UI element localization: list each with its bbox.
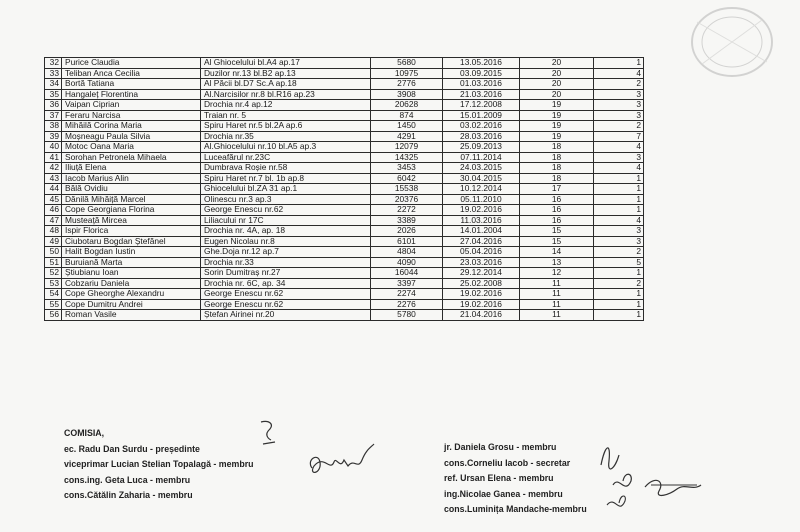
person-name-cell: Roman Vasile [62,310,201,321]
row-number-cell: 41 [45,152,62,163]
member-right-1: jr. Daniela Grosu - membru [444,442,557,452]
row-number-cell: 48 [45,226,62,237]
score-cell: 11 [520,289,594,300]
registration-date-cell: 23.03.2016 [443,257,520,268]
member-left-3: cons.ing. Geta Luca - membru [64,474,191,485]
household-count-cell: 1 [594,310,644,321]
file-number-cell: 10975 [371,68,443,79]
table-row [45,110,644,121]
file-number-cell: 1450 [371,121,443,132]
person-name-cell: Iacob Marius Alin [62,173,201,184]
person-name-cell: Buruiană Marta [62,257,201,268]
table-row [45,247,644,258]
registration-date-cell: 29.12.2014 [443,268,520,279]
address-cell: Ghe.Doja nr.12 ap.7 [201,247,371,258]
person-name-cell: Teliban Anca Cecilia [62,68,201,79]
file-number-cell: 3389 [371,215,443,226]
member-right-4: ing.Nicolae Ganea - membru [444,488,563,499]
row-number-cell: 34 [45,79,62,90]
person-name-cell: Iliuță Elena [62,163,201,174]
registration-date-cell: 15.01.2009 [443,110,520,121]
row-number-cell: 54 [45,289,62,300]
registration-date-cell: 03.02.2016 [443,121,520,132]
household-count-cell: 4 [594,215,644,226]
file-number-cell: 12079 [371,142,443,153]
score-cell: 20 [520,79,594,90]
registration-date-cell: 01.03.2016 [443,79,520,90]
table-row [45,205,644,216]
row-number-cell: 43 [45,173,62,184]
address-cell: Drochia nr. 6C, ap. 34 [201,278,371,289]
row-number-cell: 49 [45,236,62,247]
registration-date-cell: 03.09.2015 [443,68,520,79]
address-cell: Al.Narcisilor nr.8 bl.R16 ap.23 [201,89,371,100]
file-number-cell: 874 [371,110,443,121]
registration-date-cell: 05.04.2016 [443,247,520,258]
address-cell: Sorin Dumitraș nr.27 [201,268,371,279]
file-number-cell: 20628 [371,100,443,111]
address-cell: Traian nr. 5 [201,110,371,121]
person-name-cell: Bălă Ovidiu [62,184,201,195]
commission-title: COMISIA, [64,428,105,438]
row-number-cell: 45 [45,194,62,205]
address-cell: Duzilor nr.13 bl.B2 ap.13 [201,68,371,79]
member-right-2: cons.Corneliu Iacob - secretar [444,457,571,468]
file-number-cell: 20376 [371,194,443,205]
person-name-cell: Vaipan Ciprian [62,100,201,111]
table-row [45,215,644,226]
table-row [45,236,644,247]
row-number-cell: 40 [45,142,62,153]
registration-date-cell: 25.02.2008 [443,278,520,289]
file-number-cell: 6042 [371,173,443,184]
score-cell: 16 [520,205,594,216]
registration-date-cell: 19.02.2016 [443,299,520,310]
registration-date-cell: 25.09.2013 [443,142,520,153]
person-name-cell: Halit Bogdan Iustin [62,247,201,258]
address-cell: Spiru Haret nr.7 bl. 1b ap.8 [201,173,371,184]
file-number-cell: 3908 [371,89,443,100]
row-number-cell: 52 [45,268,62,279]
person-name-cell: Hangaleț Florentina [62,89,201,100]
table-row [45,142,644,153]
member-left-2: viceprimar Lucian Stelian Topalagă - membru [64,459,254,469]
table-row [45,121,644,132]
household-count-cell: 1 [594,184,644,195]
row-number-cell: 44 [45,184,62,195]
signature-vice-mayor [300,440,380,485]
score-cell: 19 [520,121,594,132]
table-row [45,89,644,100]
address-cell: Eugen Nicolau nr.8 [201,236,371,247]
person-name-cell: Ispir Florica [62,226,201,237]
score-cell: 19 [520,131,594,142]
person-name-cell: Ciubotaru Bogdan Ștefănel [62,236,201,247]
registration-date-cell: 10.12.2014 [443,184,520,195]
stamp-watermark [672,2,782,82]
registration-date-cell: 14.01.2004 [443,226,520,237]
registration-date-cell: 24.03.2015 [443,163,520,174]
commission-right-block [444,440,587,518]
person-name-cell: Musteață Mircea [62,215,201,226]
score-cell: 16 [520,194,594,205]
row-number-cell: 53 [45,278,62,289]
table-row [45,68,644,79]
household-count-cell: 4 [594,142,644,153]
file-number-cell: 2272 [371,205,443,216]
address-cell: Drochia nr.33 [201,257,371,268]
file-number-cell: 2026 [371,226,443,237]
row-number-cell: 55 [45,299,62,310]
table-row [45,58,644,69]
household-count-cell: 1 [594,194,644,205]
person-name-cell: Cope Georgiana Florina [62,205,201,216]
address-cell: George Enescu nr.62 [201,289,371,300]
table-row [45,289,644,300]
household-count-cell: 4 [594,163,644,174]
score-cell: 14 [520,247,594,258]
score-cell: 15 [520,226,594,237]
table-row [45,299,644,310]
address-cell: Spiru Haret nr.5 bl.2A ap.6 [201,121,371,132]
signature-right-group [585,425,705,525]
person-name-cell: Feraru Narcisa [62,110,201,121]
row-number-cell: 37 [45,110,62,121]
household-count-cell: 4 [594,68,644,79]
address-cell: Liliacului nr 17C [201,215,371,226]
table-row [45,278,644,289]
score-cell: 18 [520,163,594,174]
score-cell: 18 [520,173,594,184]
household-count-cell: 3 [594,110,644,121]
row-number-cell: 47 [45,215,62,226]
registration-date-cell: 17.12.2008 [443,100,520,111]
file-number-cell: 6101 [371,236,443,247]
registration-date-cell: 19.02.2016 [443,205,520,216]
address-cell: Al Păcii bl.D7 Sc.A ap.18 [201,79,371,90]
row-number-cell: 51 [45,257,62,268]
household-count-cell: 3 [594,152,644,163]
score-cell: 11 [520,299,594,310]
file-number-cell: 4804 [371,247,443,258]
file-number-cell: 4291 [371,131,443,142]
person-name-cell: Sorohan Petronela Mihaela [62,152,201,163]
person-name-cell: Purice Claudia [62,58,201,69]
table-row [45,257,644,268]
address-cell: Ștefan Airinei nr.20 [201,310,371,321]
score-cell: 17 [520,184,594,195]
row-number-cell: 33 [45,68,62,79]
row-number-cell: 35 [45,89,62,100]
file-number-cell: 16044 [371,268,443,279]
row-number-cell: 38 [45,121,62,132]
file-number-cell: 3453 [371,163,443,174]
registration-date-cell: 13.05.2016 [443,58,520,69]
table-row [45,194,644,205]
address-cell: George Enescu nr.62 [201,205,371,216]
person-name-cell: Știubianu Ioan [62,268,201,279]
household-count-cell: 1 [594,268,644,279]
address-cell: Drochia nr. 4A, ap. 18 [201,226,371,237]
file-number-cell: 5680 [371,58,443,69]
household-count-cell: 1 [594,173,644,184]
file-number-cell: 14325 [371,152,443,163]
file-number-cell: 2276 [371,299,443,310]
address-cell: Ghiocelului bl.ZA 31 ap.1 [201,184,371,195]
household-count-cell: 2 [594,247,644,258]
table-row [45,163,644,174]
member-left-1: ec. Radu Dan Surdu - președinte [64,443,200,454]
score-cell: 12 [520,268,594,279]
member-right-5: cons.Luminița Mandache-membru [444,504,587,514]
address-cell: Drochia nr.35 [201,131,371,142]
score-cell: 16 [520,215,594,226]
registration-date-cell: 05.11.2010 [443,194,520,205]
table-row [45,152,644,163]
file-number-cell: 5780 [371,310,443,321]
registration-date-cell: 27.04.2016 [443,236,520,247]
score-cell: 13 [520,257,594,268]
person-name-cell: Cope Gheorghe Alexandru [62,289,201,300]
household-count-cell: 1 [594,299,644,310]
score-cell: 18 [520,142,594,153]
table-row [45,100,644,111]
member-right-3: ref. Ursan Elena - membru [444,473,554,483]
person-name-cell: Motoc Oana Maria [62,142,201,153]
address-cell: George Enescu nr.62 [201,299,371,310]
address-cell: Luceafărul nr.23C [201,152,371,163]
household-count-cell: 5 [594,257,644,268]
row-number-cell: 32 [45,58,62,69]
score-cell: 20 [520,68,594,79]
score-cell: 20 [520,89,594,100]
registration-date-cell: 21.03.2016 [443,89,520,100]
household-count-cell: 2 [594,121,644,132]
score-cell: 11 [520,278,594,289]
row-number-cell: 42 [45,163,62,174]
table-row [45,268,644,279]
registration-date-cell: 21.04.2016 [443,310,520,321]
table-row [45,79,644,90]
score-cell: 19 [520,110,594,121]
household-count-cell: 3 [594,226,644,237]
person-name-cell: Moșneagu Paula Silvia [62,131,201,142]
household-count-cell: 3 [594,236,644,247]
person-name-cell: Cope Dumitru Andrei [62,299,201,310]
address-cell: Al.Ghiocelului nr.10 bl.A5 ap.3 [201,142,371,153]
signature-president [255,418,285,450]
table-row [45,226,644,237]
household-count-cell: 3 [594,89,644,100]
table-row [45,310,644,321]
row-number-cell: 36 [45,100,62,111]
file-number-cell: 2274 [371,289,443,300]
household-count-cell: 3 [594,100,644,111]
person-name-cell: Dănilă Mihăiță Marcel [62,194,201,205]
table-row [45,173,644,184]
score-cell: 20 [520,58,594,69]
person-name-cell: Cobzariu Daniela [62,278,201,289]
household-count-cell: 1 [594,205,644,216]
score-cell: 18 [520,152,594,163]
applicants-table [44,57,644,321]
table-row [45,131,644,142]
household-count-cell: 7 [594,131,644,142]
registration-date-cell: 28.03.2016 [443,131,520,142]
household-count-cell: 2 [594,79,644,90]
person-name-cell: Bortă Tatiana [62,79,201,90]
score-cell: 19 [520,100,594,111]
address-cell: Drochia nr.4 ap.12 [201,100,371,111]
row-number-cell: 39 [45,131,62,142]
member-left-4: cons.Cătălin Zaharia - membru [64,490,193,500]
row-number-cell: 56 [45,310,62,321]
file-number-cell: 15538 [371,184,443,195]
registration-date-cell: 11.03.2016 [443,215,520,226]
file-number-cell: 4090 [371,257,443,268]
row-number-cell: 46 [45,205,62,216]
file-number-cell: 2776 [371,79,443,90]
address-cell: Dumbrava Roșie nr.58 [201,163,371,174]
file-number-cell: 3397 [371,278,443,289]
score-cell: 11 [520,310,594,321]
household-count-cell: 1 [594,58,644,69]
registration-date-cell: 30.04.2015 [443,173,520,184]
table-row [45,184,644,195]
household-count-cell: 2 [594,278,644,289]
score-cell: 15 [520,236,594,247]
row-number-cell: 50 [45,247,62,258]
household-count-cell: 1 [594,289,644,300]
registration-date-cell: 07.11.2014 [443,152,520,163]
address-cell: Olinescu nr.3 ap.3 [201,194,371,205]
registration-date-cell: 19.02.2016 [443,289,520,300]
commission-left-block [64,426,254,504]
address-cell: Al Ghiocelului bl.A4 ap.17 [201,58,371,69]
person-name-cell: Mihăilă Corina Maria [62,121,201,132]
